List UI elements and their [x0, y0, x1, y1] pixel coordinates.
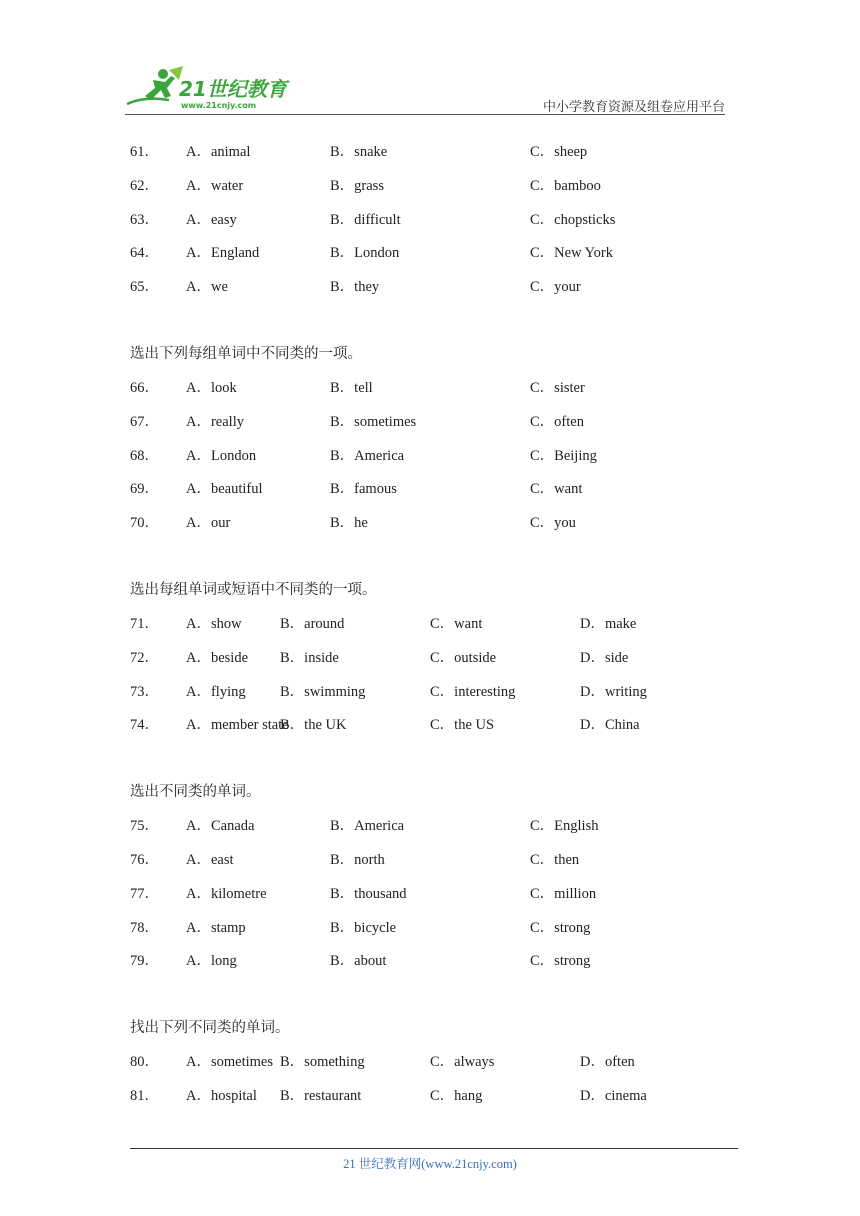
option-d: D．cinema [580, 1087, 647, 1104]
option-b: B．something [280, 1054, 365, 1071]
option-c: C．sister [530, 379, 585, 396]
section-instruction: 选出每组单词或短语中不同类的一项。 [130, 581, 377, 598]
question-number: 70． [130, 515, 159, 532]
question-row [130, 142, 750, 176]
option-c: C．bamboo [530, 177, 601, 194]
option-b: B．famous [330, 481, 397, 498]
question-row [130, 850, 750, 884]
platform-title: 中小学教育资源及组卷应用平台 [542, 99, 725, 114]
question-number: 62． [130, 177, 159, 194]
option-b: B．London [330, 245, 400, 262]
option-b: B．north [330, 851, 385, 868]
option-b: B．grass [330, 177, 384, 194]
question-number: 64． [130, 245, 159, 262]
option-c: C．Beijing [530, 447, 597, 464]
option-a: A．look [186, 379, 237, 396]
question-row [130, 412, 750, 446]
question-number: 73． [130, 683, 159, 700]
option-d: D．writing [580, 683, 647, 700]
option-c: C．English [530, 818, 599, 835]
footer-text: 21 世纪教育网(www.21cnjy.com) [343, 1157, 517, 1171]
question-number: 63． [130, 211, 159, 228]
logo-21cnjy [125, 66, 295, 114]
option-b: B．inside [280, 649, 339, 666]
option-a: A．beside [186, 649, 249, 666]
section-instruction: 找出下列不同类的单词。 [130, 1020, 290, 1037]
option-a: A．really [186, 413, 244, 430]
question-row [130, 715, 750, 749]
option-d: D．China [580, 717, 640, 734]
option-b: B．America [330, 818, 405, 835]
question-number: 75． [130, 818, 159, 835]
option-c: C．chopsticks [530, 211, 616, 228]
option-c: C．your [530, 279, 581, 296]
option-a: A．show [186, 615, 242, 632]
section-instruction: 选出不同类的单词。 [130, 784, 261, 801]
option-c: C．million [530, 885, 597, 902]
question-row [130, 1052, 750, 1086]
question-row [130, 513, 750, 547]
question-row [130, 614, 750, 648]
question-number: 74． [130, 717, 159, 734]
option-a: A．east [186, 851, 234, 868]
option-b: B．sometimes [330, 413, 417, 430]
question-number: 72． [130, 649, 159, 666]
question-number: 61． [130, 144, 159, 160]
question-row [130, 277, 750, 311]
option-a: A．easy [186, 211, 237, 228]
option-c: C．hang [430, 1087, 483, 1104]
option-b: B．bicycle [330, 919, 397, 936]
option-a: A．stamp [186, 919, 246, 936]
option-d: D．make [580, 615, 637, 632]
question-row [130, 446, 750, 480]
option-b: B．thousand [330, 885, 407, 902]
option-c: C．you [530, 515, 576, 532]
option-b: B．swimming [280, 683, 366, 700]
option-c: C．want [430, 615, 483, 632]
option-a: A．animal [186, 144, 251, 160]
option-c: C．sheep [530, 144, 588, 160]
option-b: B．he [330, 515, 368, 532]
option-b: B．America [330, 447, 405, 464]
question-number: 80． [130, 1054, 159, 1071]
option-c: C．strong [530, 919, 591, 936]
option-a: A．flying [186, 683, 246, 700]
option-c: C．often [530, 413, 584, 430]
question-row [130, 884, 750, 918]
question-number: 68． [130, 447, 159, 464]
option-a: A．water [186, 177, 244, 194]
option-c: C．want [530, 481, 583, 498]
question-row [130, 479, 750, 513]
option-c: C．always [430, 1054, 495, 1071]
question-number: 76． [130, 851, 159, 868]
option-b: B．tell [330, 379, 373, 396]
question-row [130, 951, 750, 985]
option-a: A．hospital [186, 1087, 257, 1104]
question-row [130, 1086, 750, 1120]
question-number: 77． [130, 885, 159, 902]
option-c: C．strong [530, 953, 591, 970]
option-d: D．side [580, 649, 629, 666]
logo-text: 21世纪教育 [179, 77, 287, 101]
question-row [130, 918, 750, 952]
option-b: B．difficult [330, 211, 401, 228]
option-c: C．interesting [430, 683, 516, 700]
section-instruction: 选出下列每组单词中不同类的一项。 [130, 345, 362, 362]
option-c: C．then [530, 851, 580, 868]
question-row [130, 210, 750, 244]
question-row [130, 816, 750, 850]
option-b: B．snake [330, 144, 388, 160]
option-c: C．the US [430, 717, 495, 734]
footer-divider [130, 1148, 738, 1149]
option-a: A．member state [186, 717, 289, 734]
question-row [130, 243, 750, 277]
question-number: 67． [130, 413, 159, 430]
option-a: A．we [186, 279, 228, 296]
option-b: B．they [330, 279, 380, 296]
option-b: B．around [280, 615, 345, 632]
question-number: 78． [130, 919, 159, 936]
question-number: 66． [130, 379, 159, 396]
page-header [125, 66, 725, 116]
question-row [130, 378, 750, 412]
option-c: C．outside [430, 649, 497, 666]
question-number: 81． [130, 1087, 159, 1104]
question-number: 69． [130, 481, 159, 498]
question-number: 71． [130, 615, 159, 632]
option-a: A．England [186, 245, 260, 262]
option-a: A．sometimes [186, 1054, 273, 1071]
question-number: 65． [130, 279, 159, 296]
question-list [130, 142, 750, 1120]
question-row [130, 682, 750, 716]
option-a: A．long [186, 953, 237, 970]
option-a: A．our [186, 515, 231, 532]
option-a: A．beautiful [186, 481, 263, 498]
option-c: C．New York [530, 245, 613, 262]
option-b: B．restaurant [280, 1087, 362, 1104]
header-divider [125, 114, 725, 115]
logo-url: www.21cnjy.com [181, 101, 257, 110]
question-number: 79． [130, 953, 159, 970]
option-b: B．the UK [280, 717, 347, 734]
option-a: A．London [186, 447, 257, 464]
question-row [130, 648, 750, 682]
option-b: B．about [330, 953, 387, 970]
option-d: D．often [580, 1054, 635, 1071]
option-a: A．Canada [186, 818, 255, 835]
question-row [130, 176, 750, 210]
option-a: A．kilometre [186, 885, 267, 902]
